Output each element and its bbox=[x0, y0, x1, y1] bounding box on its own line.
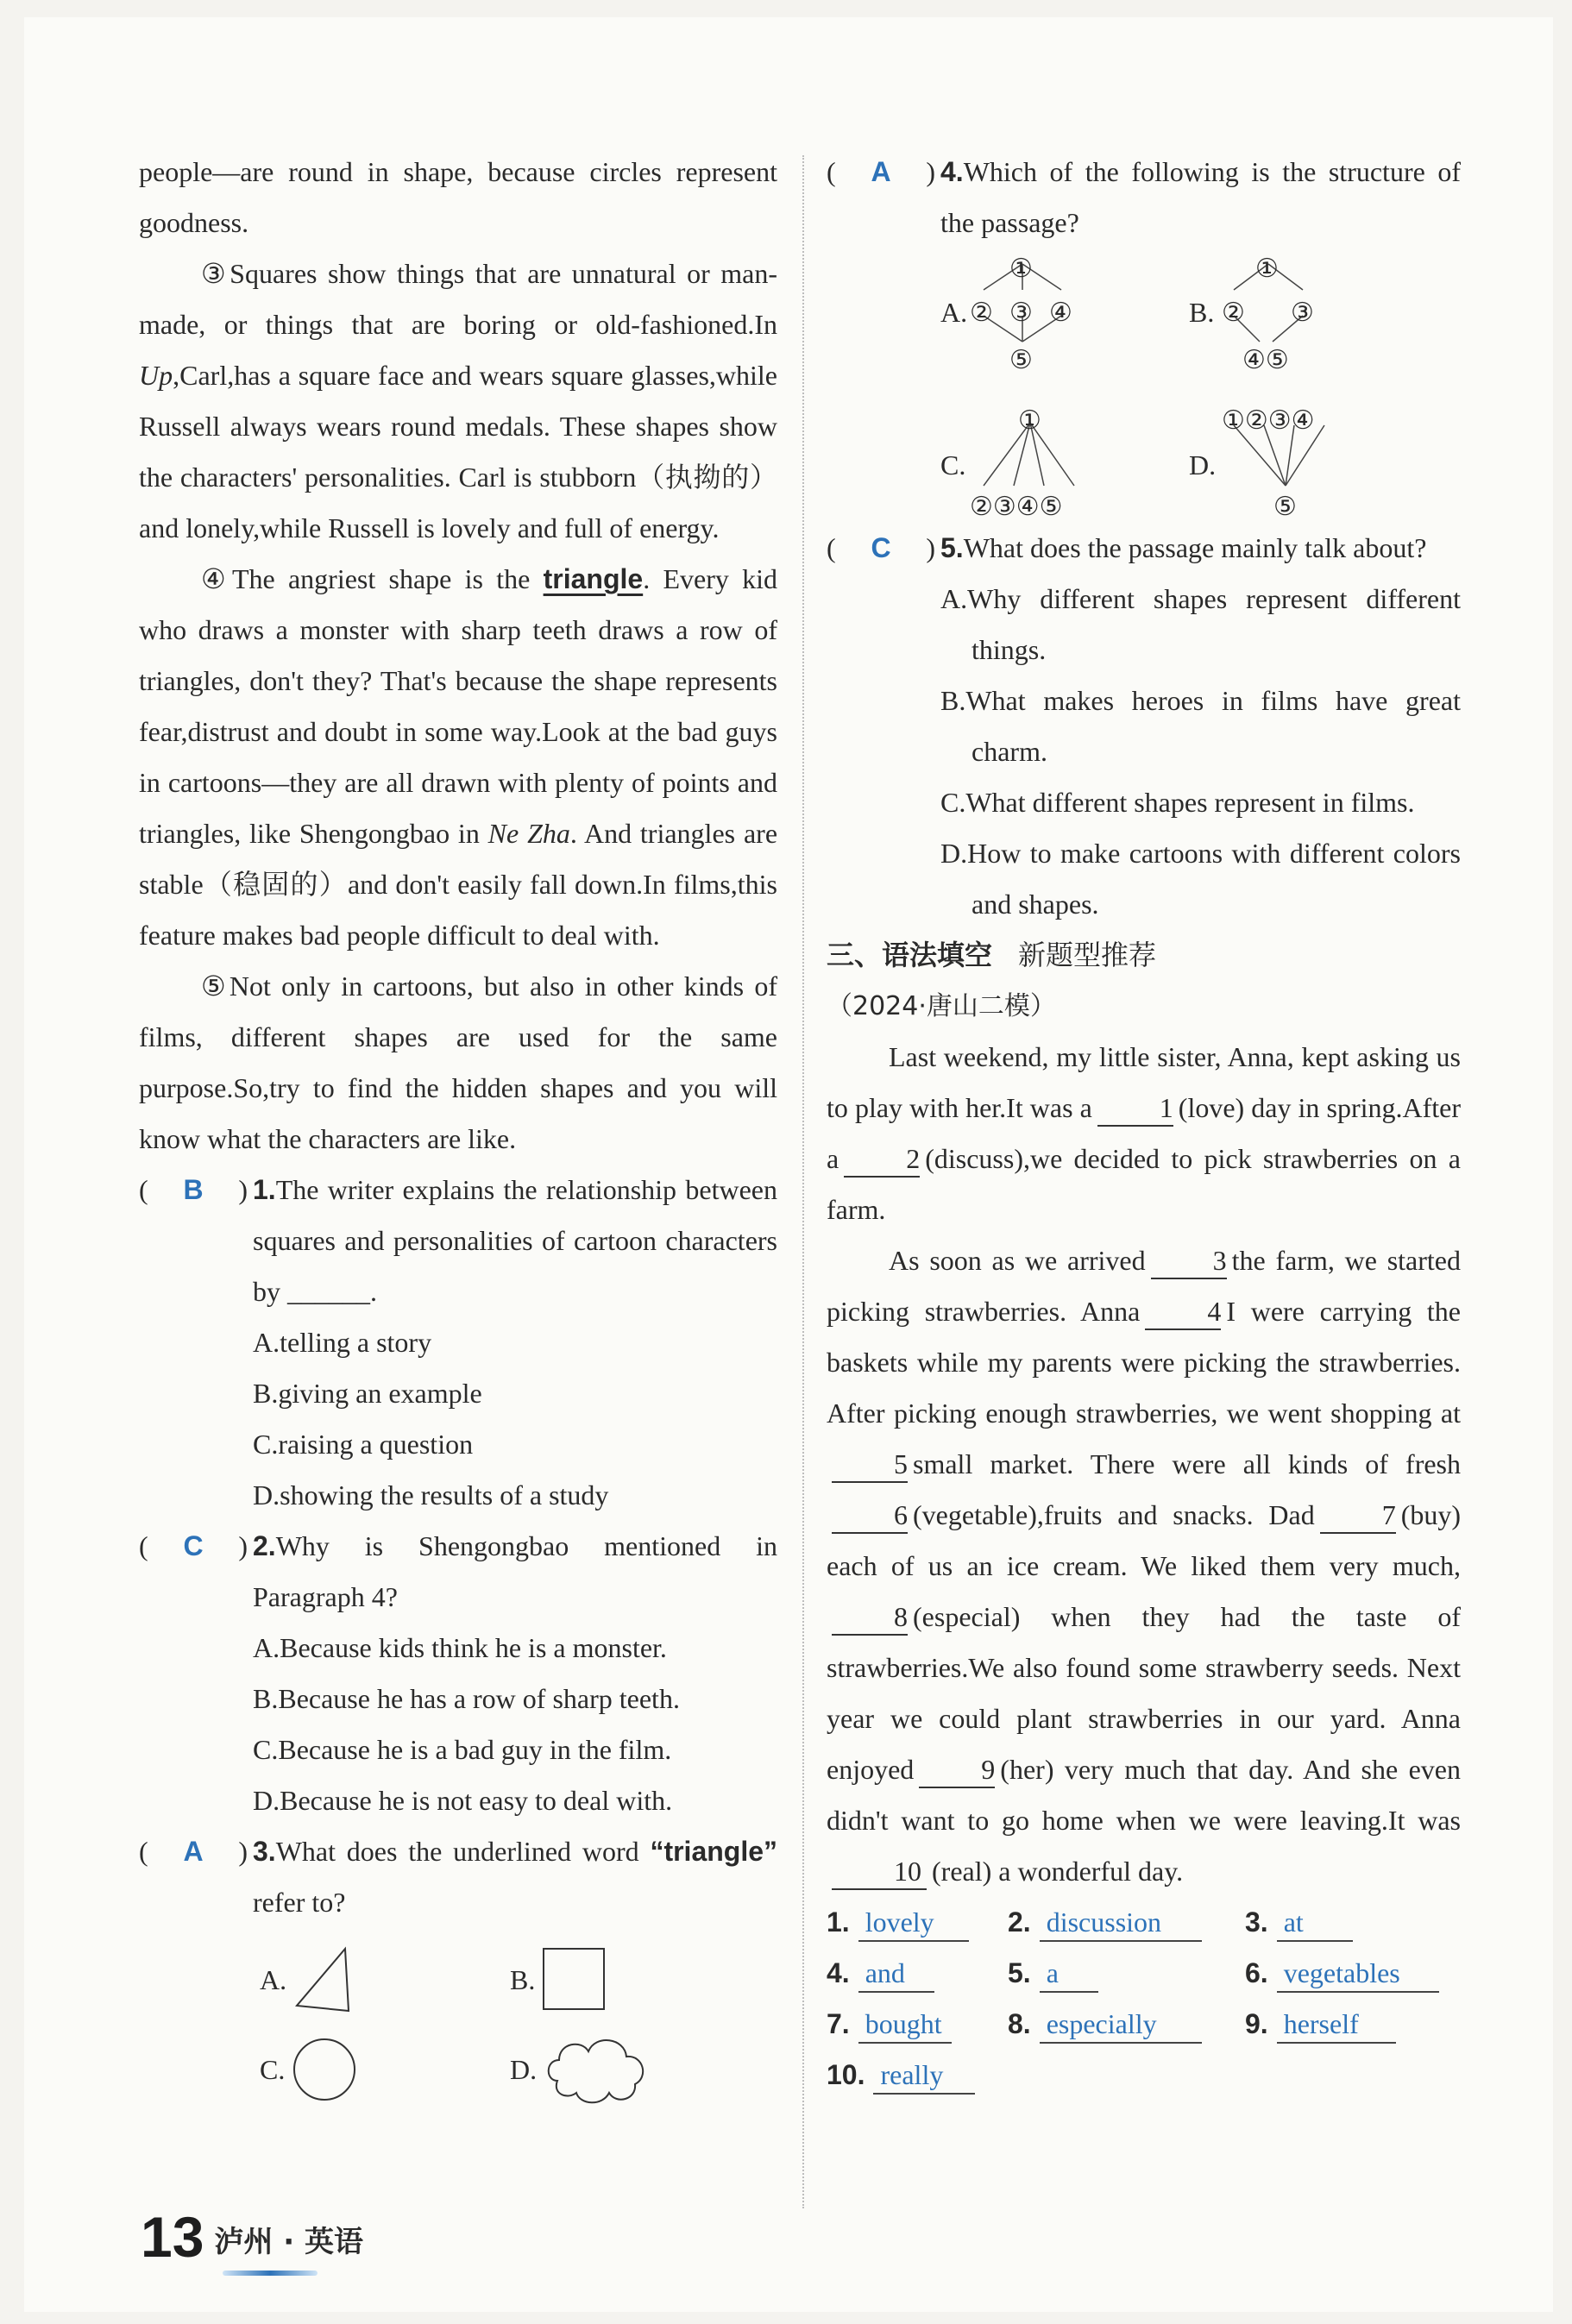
paragraph-3: ③Squares show things that are unnatural or man-made, or things that are boring or old-fashioned.In Up,Carl,has a square face and wears square glasses,while Russell always wears round medals. These shapes show the characters' personalities. Carl is stubborn（执拗的）and lonely,while Russell is lovely and full of energy. bbox=[139, 258, 777, 543]
option: A.Why different shapes represent different things. bbox=[940, 583, 1461, 665]
page bbox=[24, 17, 1553, 2312]
answer-mark: A bbox=[871, 156, 891, 187]
option-d: D. bbox=[510, 2031, 760, 2108]
column-divider bbox=[802, 155, 804, 2208]
underlined-word-triangle: triangle bbox=[543, 563, 644, 594]
option: A.telling a story bbox=[253, 1327, 432, 1358]
cloud-icon bbox=[542, 2031, 654, 2108]
grammar-paragraph-2: As soon as we arrived 3 the farm, we started picking strawberries. Anna 4 I were carrying the baskets while my parents were picking the strawberries. After picking enough strawberries, we went shopping at5 small market. There were all kinds of fresh6 (vegetable),fruits and snacks. Dad 7 (buy) each of us an ice cream. We liked them very much,8 (especial) when they had the taste of strawberries.We also found some strawberry seeds. Next year we could plant strawberries in our yard. Anna enjoyed 9 (her) very much that day. And she even didn't want to go home when we were leaving.It was10 (real) a wonderful day. bbox=[827, 1235, 1461, 1897]
triangle-icon bbox=[292, 1945, 352, 2014]
answer-mark: C bbox=[871, 532, 891, 563]
answer-mark: B bbox=[183, 1174, 204, 1205]
option: A.Because kids think he is a monster. bbox=[253, 1632, 667, 1663]
footer-accent-line bbox=[223, 2271, 318, 2276]
option-c: C. bbox=[260, 2035, 510, 2104]
section-title: 三、语法填空 新题型推荐 bbox=[827, 939, 1157, 971]
question-5: ( C ) 5.What does the passage mainly talk about? A.Why different shapes represent different things. B.What makes heroes in films have great charm. C.What different shapes represent in films. D.How to make cartoons with different colors and shapes. bbox=[827, 523, 1461, 930]
option: B.giving an example bbox=[253, 1378, 482, 1409]
option: B.What makes heroes in films have great charm. bbox=[940, 685, 1461, 767]
option: C.Because he is a bad guy in the film. bbox=[253, 1734, 672, 1765]
structure-diagrams: A. ① ② ③ ④ ⑤ B. ① ② ③ ④⑤ C. ① ②③④⑤ D. ①②③④ ⑤ bbox=[940, 248, 1461, 507]
paragraph-4: ④The angriest shape is the triangle. Every kid who draws a monster with sharp teeth draws a row of triangles, don't they? That's because the shape represents fear,distrust and doubt in some way.Look at the bad guys in cartoons—they are all drawn with plenty of points and triangles, like Shengongbao in Ne Zha. And triangles are stable（稳固的）and don't easily fall down.In films,this feature makes bad people difficult to deal with. bbox=[139, 563, 778, 951]
circle-icon bbox=[290, 2035, 359, 2104]
question-4: ( A ) 4.Which of the following is the structure of the passage? A. ① ② ③ ④ ⑤ B. ① ② ③ ④⑤ C. ① ②③④⑤ D. ①②③④ ⑤ bbox=[827, 147, 1461, 507]
question-1: ( B ) 1.The writer explains the relationship between squares and personalities of cartoon characters by ______. A.telling a story B.giving an example C.raising a question D.showing the results of a study bbox=[139, 1165, 777, 1521]
option: D.showing the results of a study bbox=[253, 1479, 609, 1511]
source-note: （2024·唐山二模） bbox=[827, 991, 1056, 1021]
answer-key: 1. lovely 2. discussion 3. at 4. and 5. a 6. vegetables 7. bought 8. especially 9. herself 10. really bbox=[827, 1897, 1461, 2101]
left-column bbox=[139, 147, 777, 2113]
square-icon bbox=[540, 1945, 609, 2014]
book-title: 泸州 · 英语 bbox=[214, 2225, 364, 2259]
paragraph-5: ⑤Not only in cartoons, but also in other kinds of films, different shapes are used for the same purpose.So,try to find the hidden shapes and you will know what the characters are like. bbox=[139, 970, 777, 1154]
option-b: B. bbox=[510, 1945, 760, 2014]
option: C.raising a question bbox=[253, 1429, 474, 1460]
page-footer bbox=[141, 2205, 364, 2269]
answer-mark: C bbox=[183, 1530, 204, 1561]
option-a: A. bbox=[260, 1945, 510, 2014]
question-3: ( A ) 3.What does the underlined word “triangle” refer to? A. B. C. D. bbox=[139, 1826, 777, 2113]
right-column bbox=[827, 147, 1461, 2101]
answer-mark: A bbox=[183, 1836, 204, 1867]
page-number: 13 bbox=[141, 2205, 204, 2269]
grammar-paragraph-1: Last weekend, my little sister, Anna, kept asking us to play with her.It was a 1 (love) day in spring.After a 2 (discuss),we decided to pick strawberries on a farm. bbox=[827, 1041, 1461, 1225]
question-2: ( C ) 2.Why is Shengongbao mentioned in Paragraph 4? A.Because kids think he is a monster. B.Because he has a row of sharp teeth. C.Because he is a bad guy in the film. D.Because he is not easy to deal with. bbox=[139, 1521, 777, 1826]
option: B.Because he has a row of sharp teeth. bbox=[253, 1683, 680, 1714]
paragraph-continuation: people—are round in shape, because circles represent goodness. bbox=[139, 156, 777, 238]
option: C.What different shapes represent in films. bbox=[940, 787, 1415, 818]
option: D.How to make cartoons with different colors and shapes. bbox=[940, 838, 1461, 920]
option: D.Because he is not easy to deal with. bbox=[253, 1785, 673, 1816]
